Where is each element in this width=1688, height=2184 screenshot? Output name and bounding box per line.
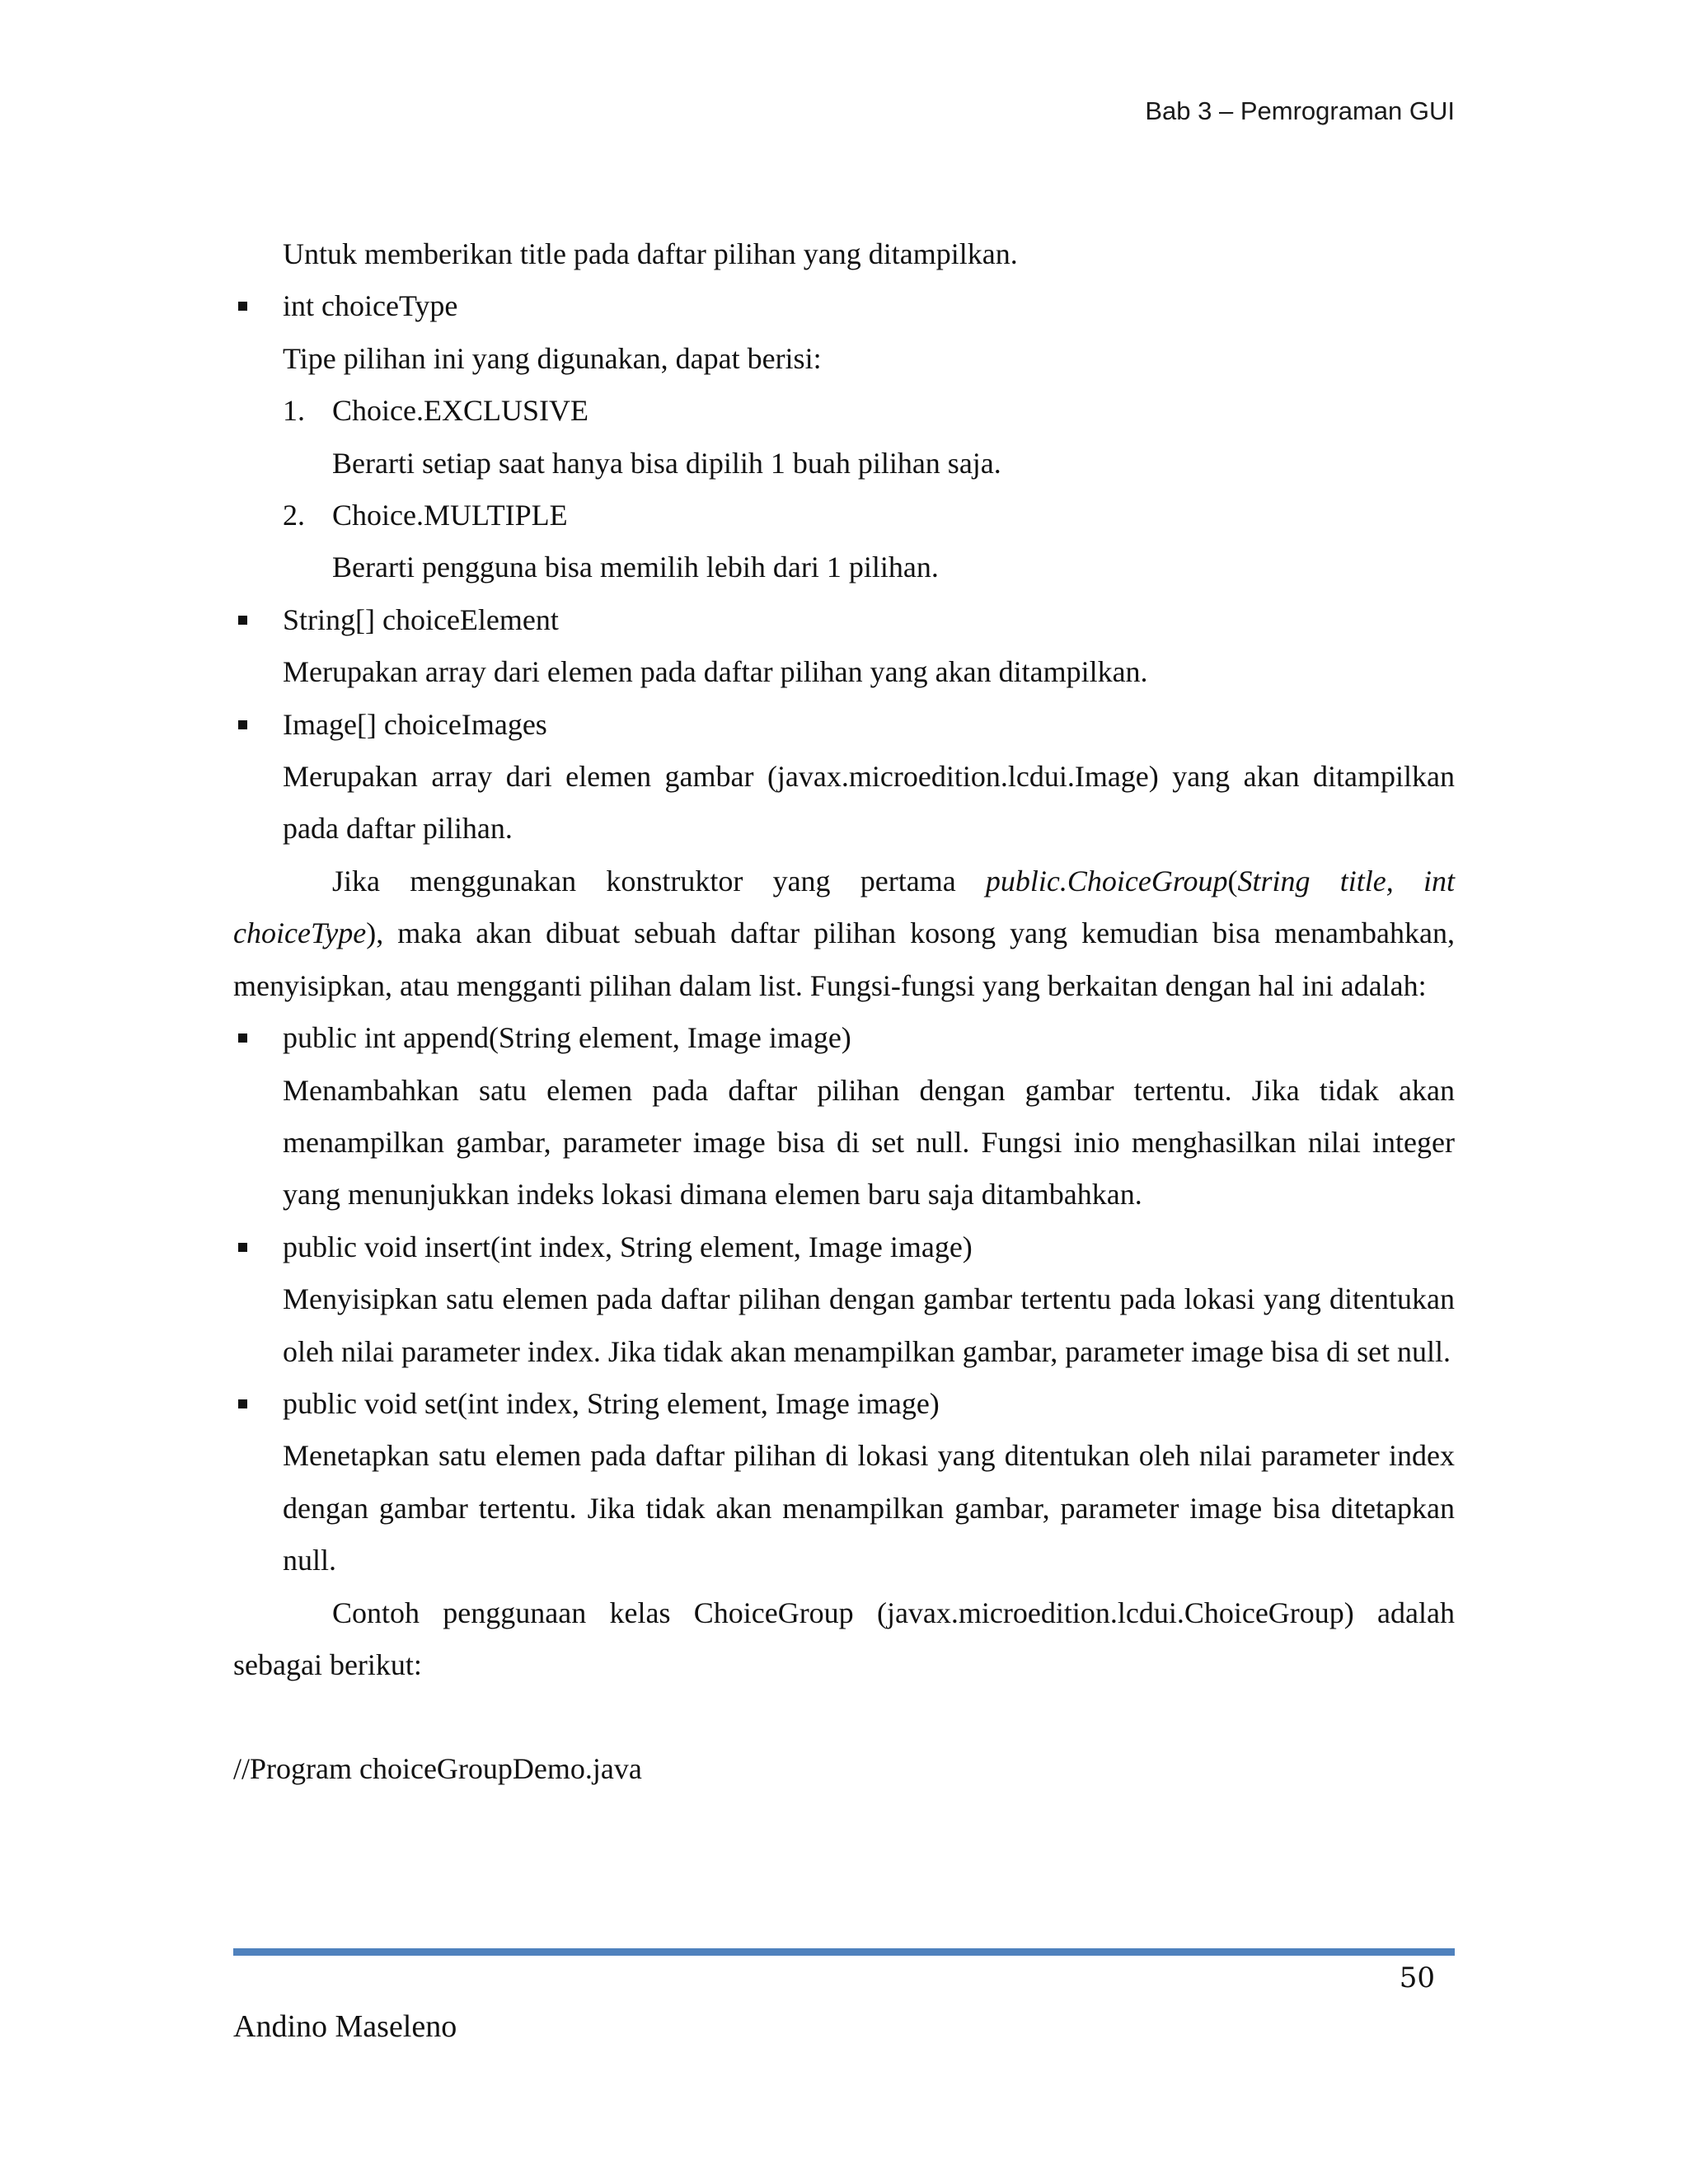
method-description: Menyisipkan satu elemen pada daftar pilihan dengan gambar tertentu pada lokasi yang ditentukan oleh nilai parameter index. Jika tidak akan menampilkan gambar, parameter image bisa di set null.: [283, 1282, 1455, 1368]
square-bullet-icon: [238, 720, 247, 729]
bullet-item-insert: [233, 1221, 1455, 1273]
param-description: Merupakan array dari elemen gambar (javax.microedition.lcdui.Image) yang akan ditampilkan pada daftar pilihan.: [283, 760, 1455, 846]
paragraph-text: ), maka akan dibuat sebuah daftar pilihan kosong yang kemudian bisa menambahkan, menyisipkan, atau mengganti pilihan dalam list. Fungsi-fungsi yang berkaitan dengan hal ini adalah:: [233, 916, 1455, 1002]
item-number: 1.: [283, 394, 305, 428]
square-bullet-icon: [238, 1033, 247, 1043]
bullet-item-append: [233, 1012, 1455, 1064]
option-description: Berarti pengguna bisa memilih lebih dari 1 pilihan.: [332, 551, 939, 584]
item-number: 2.: [283, 499, 305, 532]
paragraph-text: Jika menggunakan konstruktor yang pertama: [332, 864, 986, 898]
running-header: Bab 3 – Pemrograman GUI: [1145, 96, 1455, 125]
param-label: Image[] choiceImages: [283, 707, 547, 741]
param-label: String[] choiceElement: [283, 602, 559, 636]
square-bullet-icon: [238, 302, 247, 311]
constructor-paragraph: [233, 855, 1455, 1012]
bullet-item-choice-images: [233, 699, 1455, 751]
numbered-item-exclusive: [233, 385, 1455, 437]
footer-rule: [233, 1948, 1455, 1956]
italic-code: String title, int choiceType: [233, 864, 1455, 950]
blank-line: [233, 1691, 1455, 1743]
author-name: Andino Maseleno: [233, 2009, 457, 2044]
method-signature: public void set(int index, String element, Image image): [283, 1386, 940, 1420]
method-signature: public int append(String element, Image image): [283, 1021, 851, 1055]
paragraph-text: (: [1227, 864, 1238, 898]
page-body: [233, 228, 1455, 1796]
option-description: Berarti setiap saat hanya bisa dipilih 1 buah pilihan saja.: [332, 446, 1001, 480]
square-bullet-icon: [238, 1243, 247, 1252]
bullet-item-set: [233, 1378, 1455, 1430]
bullet-item-choice-element: [233, 594, 1455, 646]
square-bullet-icon: [238, 1399, 247, 1408]
numbered-item-multiple: [233, 490, 1455, 541]
italic-code: public.ChoiceGroup: [985, 864, 1228, 898]
method-description: Menambahkan satu elemen pada daftar pilihan dengan gambar tertentu. Jika tidak akan menampilkan gambar, parameter image bisa di set null. Fungsi inio menghasilkan nilai integer yang menunjukkan indeks lokasi dimana elemen baru saja ditambahkan.: [283, 1073, 1455, 1212]
title-description: Untuk memberikan title pada daftar pilihan yang ditampilkan.: [283, 237, 1018, 270]
param-description: Tipe pilihan ini yang digunakan, dapat berisi:: [283, 341, 822, 375]
bullet-item-choice-type: [233, 280, 1455, 332]
param-description: Merupakan array dari elemen pada daftar pilihan yang akan ditampilkan.: [283, 655, 1148, 689]
code-comment: //Program choiceGroupDemo.java: [233, 1752, 642, 1786]
param-label: int choiceType: [283, 289, 458, 323]
option-name: Choice.EXCLUSIVE: [332, 394, 588, 428]
option-name: Choice.MULTIPLE: [332, 499, 568, 532]
method-description: Menetapkan satu elemen pada daftar pilihan di lokasi yang ditentukan oleh nilai parameter index dengan gambar tertentu. Jika tidak akan menampilkan gambar, parameter image bisa ditetapkan null.: [283, 1439, 1455, 1577]
example-intro-paragraph: Contoh penggunaan kelas ChoiceGroup (javax.microedition.lcdui.ChoiceGroup) adalah sebagai berikut:: [233, 1596, 1455, 1681]
method-signature: public void insert(int index, String element, Image image): [283, 1230, 973, 1263]
page-number: 50: [1399, 1961, 1435, 1994]
square-bullet-icon: [238, 616, 247, 625]
